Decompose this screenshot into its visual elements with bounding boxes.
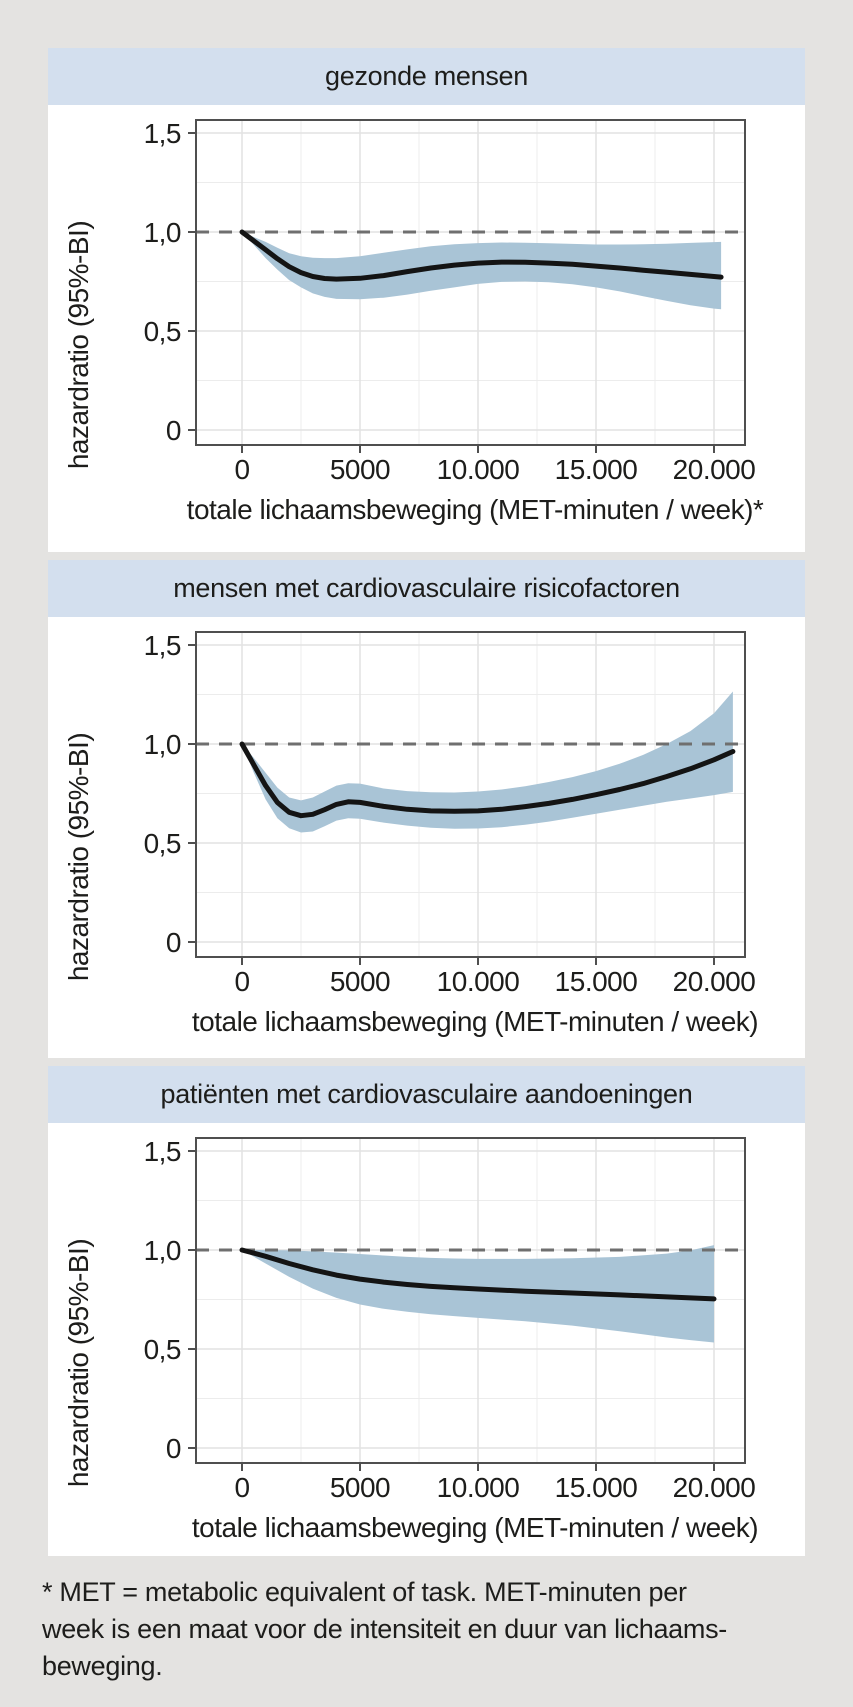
panel-title-gezonde-mensen: gezonde mensen <box>48 48 805 105</box>
footnote-line: beweging. <box>42 1651 163 1681</box>
y-tick-label: 0,5 <box>143 316 181 347</box>
x-tick-label: 5000 <box>329 966 391 997</box>
x-axis-label: totale lichaamsbeweging (MET-minuten / week)* <box>186 494 764 525</box>
y-tick-label: 1,5 <box>143 1136 181 1167</box>
x-tick-label: 0 <box>234 1472 250 1503</box>
x-tick-label: 5000 <box>329 1472 391 1503</box>
y-tick-label: 1,0 <box>143 1235 181 1266</box>
panel-risicofactoren <box>48 560 805 1058</box>
y-tick-label: 0 <box>165 1433 181 1464</box>
x-tick-label: 5000 <box>329 454 391 485</box>
plot-area <box>144 1136 756 1503</box>
y-tick-label: 0,5 <box>143 828 181 859</box>
figure <box>42 48 805 1685</box>
y-tick-label: 0 <box>165 927 181 958</box>
plot-area <box>144 118 756 485</box>
x-tick-label: 15.000 <box>554 454 638 485</box>
panel-title-aandoeningen: patiënten met cardiovasculaire aandoeningen <box>48 1066 805 1123</box>
hazard-ratio-chart-risicofactoren <box>48 617 805 1058</box>
y-tick-label: 0,5 <box>143 1334 181 1365</box>
plot-area <box>144 630 756 997</box>
panel-aandoeningen <box>48 1066 805 1556</box>
y-axis-label: hazardratio (95%-BI) <box>63 1238 94 1488</box>
y-tick-label: 1,0 <box>143 729 181 760</box>
x-tick-label: 20.000 <box>672 966 756 997</box>
y-tick-label: 1,5 <box>143 630 181 661</box>
y-axis-label: hazardratio (95%-BI) <box>63 220 94 470</box>
x-tick-label: 10.000 <box>436 454 520 485</box>
panel-gezonde-mensen <box>48 48 805 552</box>
panel-title-risicofactoren: mensen met cardiovasculaire risicofactoren <box>48 560 805 617</box>
x-axis-label: totale lichaamsbeweging (MET-minuten / week) <box>191 1512 759 1543</box>
x-tick-label: 10.000 <box>436 1472 520 1503</box>
footnote <box>42 1574 805 1685</box>
y-axis-label: hazardratio (95%-BI) <box>63 732 94 982</box>
x-tick-label: 15.000 <box>554 1472 638 1503</box>
x-tick-label: 15.000 <box>554 966 638 997</box>
x-tick-label: 10.000 <box>436 966 520 997</box>
y-tick-label: 1,5 <box>143 118 181 149</box>
hazard-ratio-chart-gezonde-mensen <box>48 105 805 552</box>
x-axis-label: totale lichaamsbeweging (MET-minuten / week) <box>191 1006 759 1037</box>
footnote-line: * MET = metabolic equivalent of task. MET-minuten per <box>42 1577 687 1607</box>
x-tick-label: 20.000 <box>672 454 756 485</box>
x-tick-label: 20.000 <box>672 1472 756 1503</box>
x-tick-label: 0 <box>234 454 250 485</box>
footnote-line: week is een maat voor de intensiteit en duur van lichaams- <box>42 1614 727 1644</box>
hazard-ratio-chart-aandoeningen <box>48 1123 805 1556</box>
y-tick-label: 1,0 <box>143 217 181 248</box>
y-tick-label: 0 <box>165 415 181 446</box>
x-tick-label: 0 <box>234 966 250 997</box>
